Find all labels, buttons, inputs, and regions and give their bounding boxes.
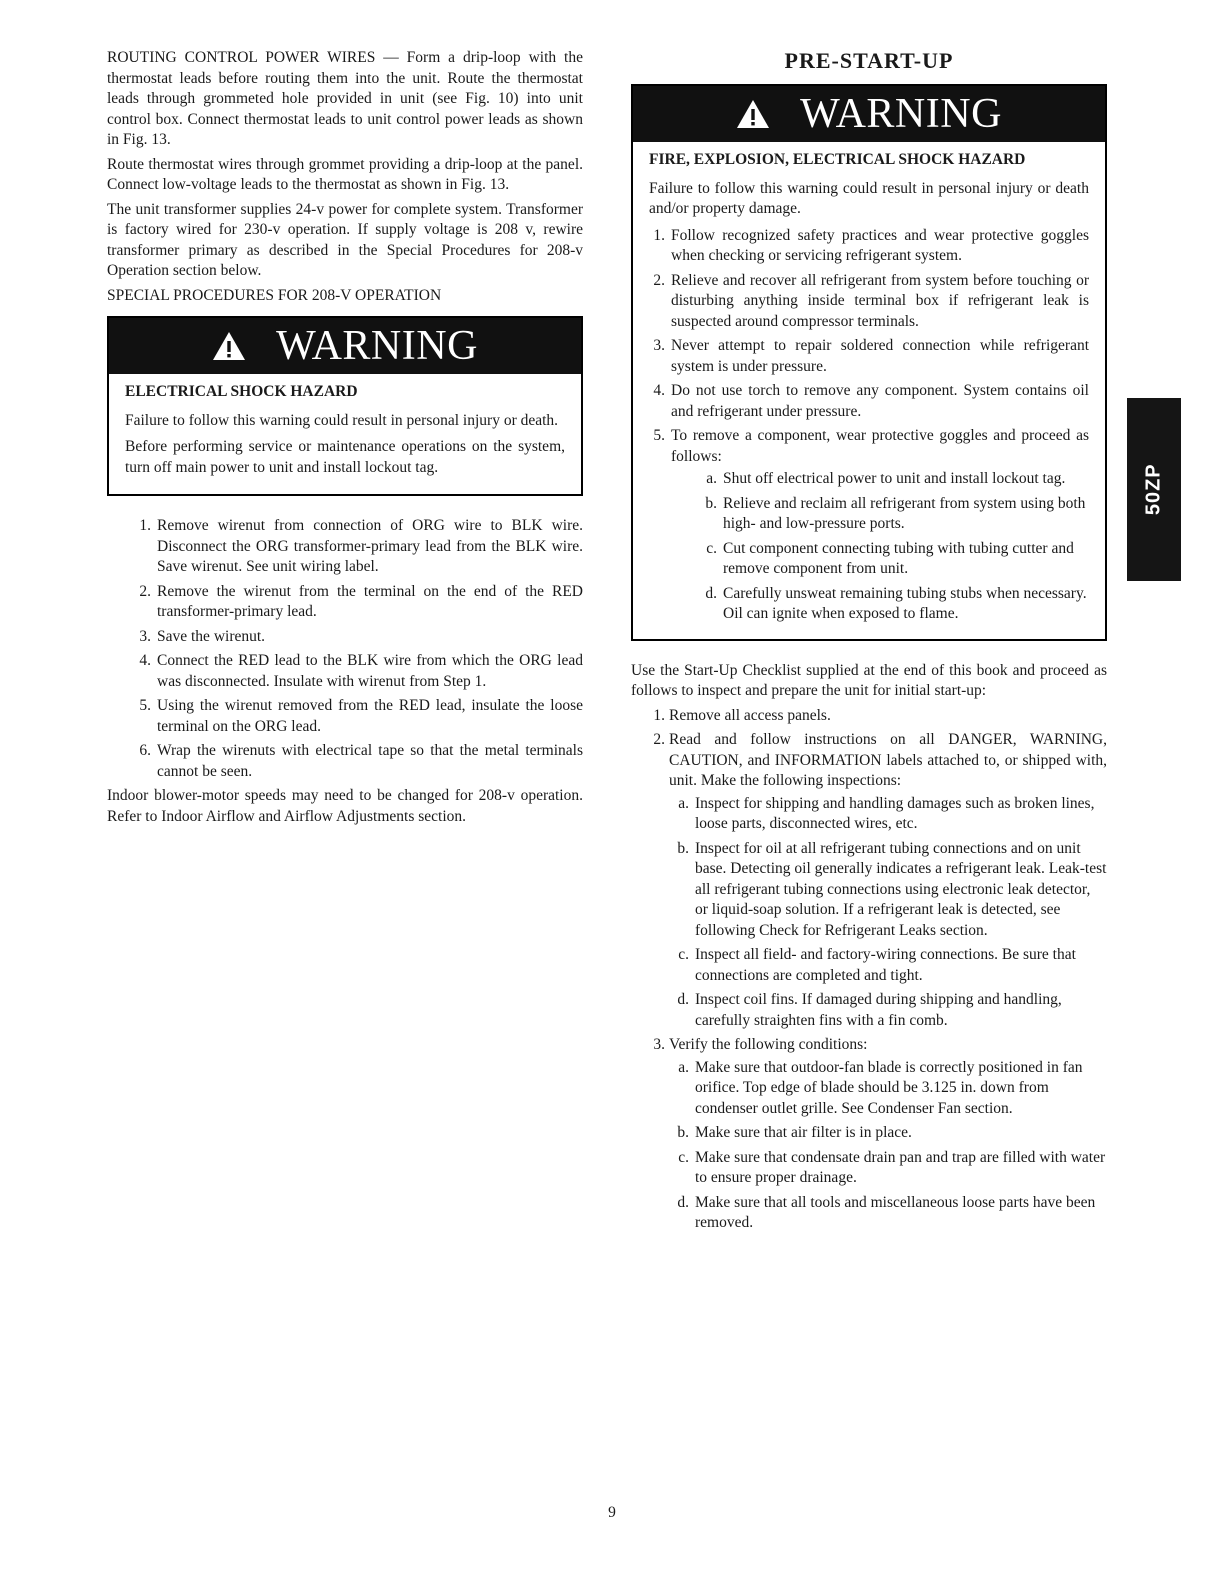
warning-text: Failure to follow this warning could result in personal injury or death and/or property damage. [649, 179, 1089, 217]
routing-paragraph: ROUTING CONTROL POWER WIRES — Form a drip-loop with the thermostat leads before routing them into the unit. Route the thermostat leads through grommeted hole provided in unit (see Fig. 10) into unit control box. Connect thermostat leads to unit control power leads as shown in Fig. 13. [107, 49, 583, 148]
page-number: 9 [608, 1504, 616, 1521]
list-item: a. Shut off electrical power to unit and install lockout tag. [706, 470, 1066, 487]
section-title: PRE-START-UP [784, 48, 954, 73]
list-item: 4. Connect the RED lead to the BLK wire from which the ORG lead was disconnected. Insulate with wirenut from Step 1. [139, 652, 583, 690]
procedure-steps [107, 516, 583, 782]
verify-subitems [643, 1058, 1107, 1234]
list-item: 1. Follow recognized safety practices and wear protective goggles when checking or servicing refrigerant system. [653, 226, 1089, 264]
warning-banner-text: WARNING [800, 90, 1002, 137]
hazard-title: FIRE, EXPLOSION, ELECTRICAL SHOCK HAZARD [649, 151, 1026, 168]
warning-text: Before performing service or maintenance operations on the system, turn off main power to unit and install lockout tag. [125, 438, 565, 476]
list-item: 6. Wrap the wirenuts with electrical tape so that the metal terminals cannot be seen. [139, 742, 583, 780]
list-item: 5. To remove a component, wear protective goggles and proceed as follows: a. Shut off electrical power to unit and install lockout tag. b. Relieve and reclaim all refrigerant from system using both high- and low-pressure ports. c. Cut component connecting tubing with tubing cutter and remove component from unit. d. Carefully unsweat remaining tubing stubs when necessary. Oil can ignite when exposed to flame. [649, 426, 1089, 625]
warning-banner [633, 86, 1105, 142]
list-item: 5. Using the wirenut removed from the RED lead, insulate the loose terminal on the ORG lead. [139, 697, 583, 735]
thermostat-paragraph: Route thermostat wires through grommet providing a drip-loop at the panel. Connect low-voltage leads to the thermostat as shown in Fig. 13. [107, 155, 583, 193]
list-item: 1. Remove wirenut from connection of ORG wire to BLK wire. Disconnect the ORG transformer-primary lead from the BLK wire. Save wirenut. See unit wiring label. [139, 517, 583, 575]
list-item: a. Make sure that outdoor-fan blade is correctly positioned in fan orifice. Top edge of blade should be 3.125 in. down from condenser outlet grille. See Condenser Fan section. [678, 1058, 1083, 1117]
list-item: 4. Do not use torch to remove any component. System contains oil and refrigerant under pressure. [653, 382, 1089, 420]
list-item: d. Make sure that all tools and miscellaneous loose parts have been removed. [677, 1193, 1096, 1231]
list-item: c. Inspect all field- and factory-wiring connections. Be sure that connections are completed and tight. [678, 946, 1076, 984]
inspection-subitems [643, 794, 1107, 1032]
hazard-title: ELECTRICAL SHOCK HAZARD [125, 383, 358, 400]
list-item: 3. Never attempt to repair soldered connection while refrigerant system is under pressure. [653, 337, 1089, 375]
list-item: c. Make sure that condensate drain pan and trap are filled with water to ensure proper drainage. [678, 1148, 1106, 1186]
special-procedures-heading: SPECIAL PROCEDURES FOR 208-V OPERATION [107, 286, 442, 304]
warning-text: Failure to follow this warning could result in personal injury or death. [125, 411, 559, 429]
list-item: b. Make sure that air filter is in place. [677, 1124, 912, 1141]
warning-triangle-icon [736, 99, 770, 129]
list-item: 2. Read and follow instructions on all DANGER, WARNING, CAUTION, and INFORMATION labels attached to, or shipped with, unit. Make the following inspections: a. Inspect for shipping and handling damages such as broken lines, loose parts, disconnected wires, etc. b. Inspect for oil at all refrigerant tubing connections and on unit base. Detecting oil generally indicates a refrigerant leak. Leak-test all refrigerant tubing connections using electronic leak detector, or liquid-soap solution. If a refrigerant leak is detected, see following Check for Refrigerant Leaks section. c. Inspect all field- and factory-wiring connections. Be sure that connections are completed and tight. d. Inspect coil fins. If damaged during shipping and handling, carefully straighten fins with a fin comb. [631, 730, 1107, 1031]
list-item: a. Inspect for shipping and handling damages such as broken lines, loose parts, disconnected wires, etc. [678, 794, 1095, 832]
startup-steps [631, 706, 1107, 1234]
warning-items [649, 226, 1089, 625]
list-item: 3. Verify the following conditions: a. Make sure that outdoor-fan blade is correctly positioned in fan orifice. Top edge of blade should be 3.125 in. down from condenser outlet grille. See Condenser Fan section. b. Make sure that air filter is in place. c. Make sure that condensate drain pan and trap are filled with water to ensure proper drainage. d. Make sure that all tools and miscellaneous loose parts have been removed. [631, 1035, 1107, 1234]
fire-warning-box [631, 84, 1107, 641]
list-item: c. Cut component connecting tubing with tubing cutter and remove component from unit. [706, 539, 1074, 577]
list-item: 3. Save the wirenut. [139, 627, 266, 645]
list-item: 1. Remove all access panels. [653, 706, 831, 724]
list-item: b. Inspect for oil at all refrigerant tubing connections and on unit base. Detecting oil generally indicates a refrigerant leak. Leak-test all refrigerant tubing connections using electronic leak detector, or liquid-soap solution. If a refrigerant leak is detected, see following Check for Refrigerant Leaks section. [677, 839, 1107, 939]
blower-paragraph: Indoor blower-motor speeds may need to be changed for 208-v operation. Refer to Indoor Airflow and Airflow Adjustments section. [107, 787, 583, 825]
warning-triangle-icon [212, 331, 246, 361]
model-side-tab [1127, 398, 1181, 581]
list-item: 2. Remove the wirenut from the terminal on the end of the RED transformer-primary lead. [139, 582, 583, 620]
intro-paragraph: Use the Start-Up Checklist supplied at the end of this book and proceed as follows to inspect and prepare the unit for initial start-up: [631, 661, 1107, 699]
list-item: d. Inspect coil fins. If damaged during shipping and handling, carefully straighten fins with a fin comb. [677, 991, 1062, 1029]
list-item: 2. Relieve and recover all refrigerant from system before touching or disturbing anything inside terminal box if refrigerant leak is suspected around compressor terminals. [653, 271, 1089, 330]
model-label: 50ZP [1142, 463, 1165, 516]
electrical-warning-box [107, 316, 583, 496]
warning-banner-text: WARNING [276, 322, 478, 369]
list-item: b. Relieve and reclaim all refrigerant from system using both high- and low-pressure ports. [705, 494, 1086, 532]
list-item: d. Carefully unsweat remaining tubing stubs when necessary. Oil can ignite when exposed to flame. [705, 584, 1087, 622]
left-column [107, 48, 583, 831]
transformer-paragraph: The unit transformer supplies 24-v power for complete system. Transformer is factory wired for 230-v operation. If supply voltage is 208 v, rewire transformer primary as described in the Special Procedures for 208-v Operation section below. [107, 200, 583, 279]
warning-subitems [671, 469, 1089, 625]
warning-banner [109, 318, 581, 374]
right-column [631, 48, 1107, 1238]
